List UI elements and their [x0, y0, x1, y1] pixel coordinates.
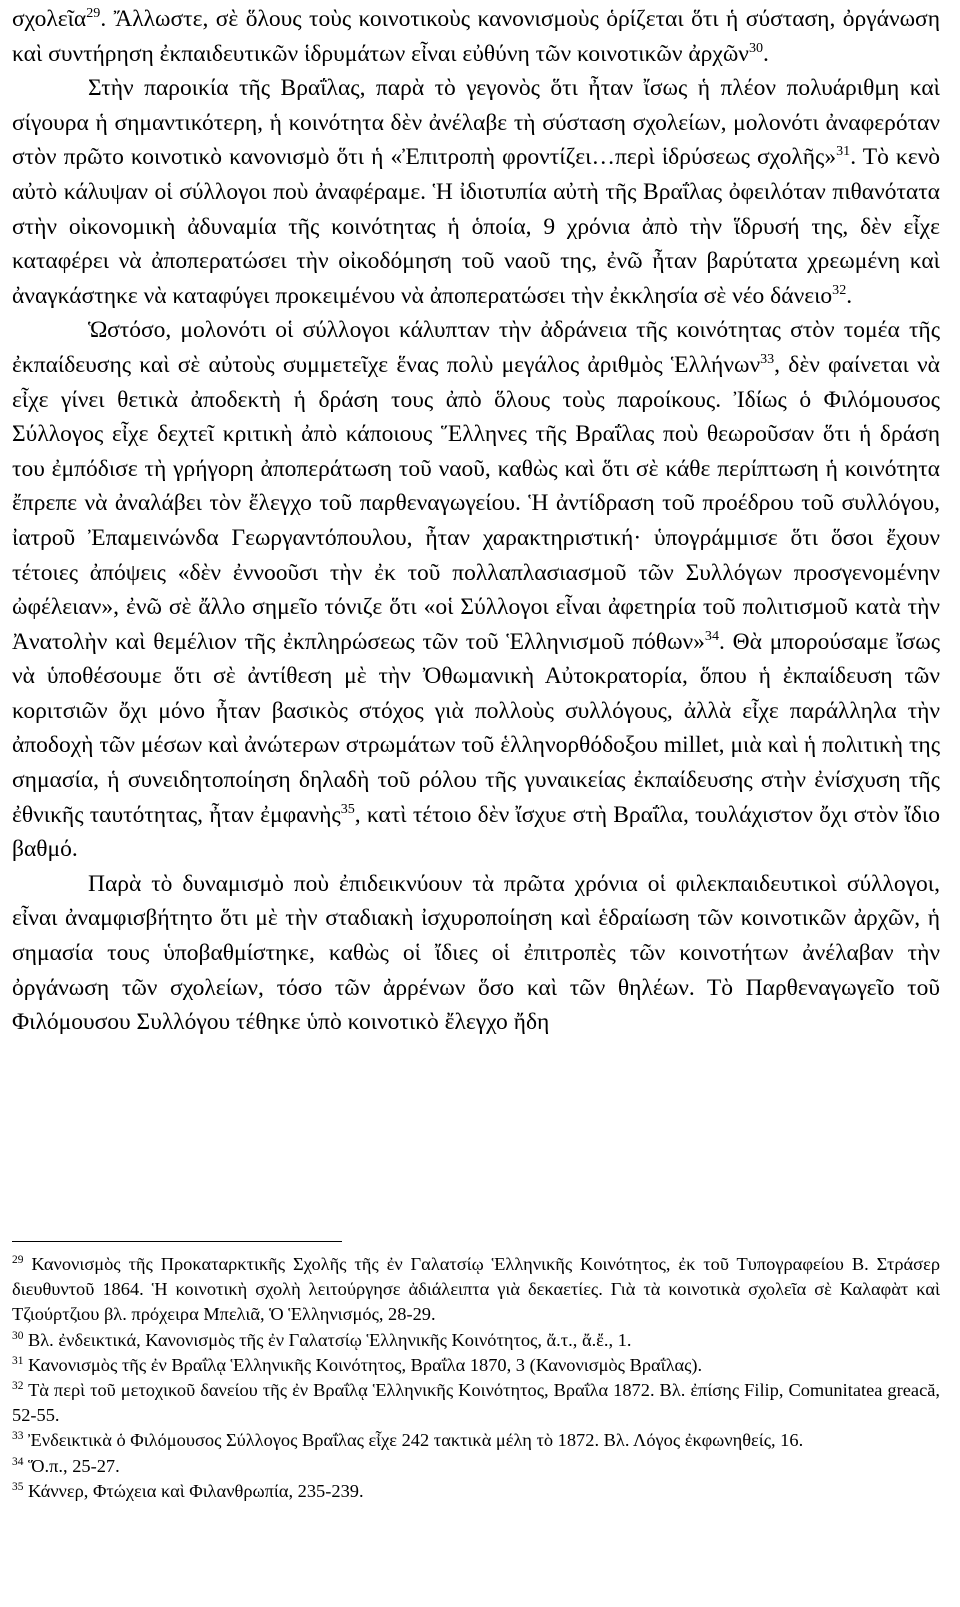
footnote-text: Τὰ περὶ τοῦ μετοχικοῦ δανείου τῆς ἐν Βραΐλᾳ Ἑλληνικῆς Κοινότητος, Βραΐλα 1872. Βλ. ἐπίσης Filip, Comunitatea greacă, 52-55. [12, 1380, 940, 1426]
footnote-text: Ὅ.π., 25-27. [28, 1455, 120, 1476]
text-run: , δὲν φαίνεται νὰ εἶχε γίνει θετικὰ ἀποδεκτὴ ἡ δράση τους ἀπὸ ὅλους τοὺς παροίκους. Ἰδίως ὁ Φιλόμουσος Σύλλογος εἶχε δεχτεῖ κριτικὴ ἀπὸ κάποιους Ἕλληνες τῆς Βραΐλας ποὺ θεωροῦσαν ὅτι ἡ δράση του ἐμπόδισε τὴ γρήγορη ἀποπεράτωση τοῦ ναοῦ, καθὼς καὶ ὅτι σὲ κάθε περίπτωση ἡ κοινότητα ἔπρεπε νὰ ἀναλάβει τὸν ἔλεγχο τοῦ παρθεναγωγείου. Ἡ ἀντίδραση τοῦ προέδρου τοῦ συλλόγου, ἰατροῦ Ἐπαμεινώνδα Γεωργαντόπουλου, ἦταν χαρακτηριστική· ὑπογράμμισε ὅτι ὅσοι ἔχουν τέτοιες ἀπόψεις «δὲν ἐννοοῦσι τὴν ἐκ τοῦ πολλαπλασιασμοῦ τῶν Συλλόγων προσγενομένην ὠφέλειαν», ἐνῶ σὲ ἄλλο σημεῖο τόνιζε ὅτι «οἱ Σύλλογοι εἶναι ἀφετηρία τοῦ πολιτισμοῦ κατὰ τὴν Ἀνατολὴν καὶ θεμέλιον τῆς ἐκπληρώσεως τῶν τοῦ Ἑλληνισμοῦ πόθων» [12, 351, 940, 655]
footnote-ref-31[interactable]: 31 [836, 143, 851, 160]
text-run: . Τὸ κενὸ αὐτὸ κάλυψαν οἱ σύλλογοι ποὺ ἀναφέραμε. Ἡ ἰδιοτυπία αὐτὴ τῆς Βραΐλας ὀφειλόταν πιθανότατα στὴν οἰκονομικὴ ἀδυναμία τῆς κοινότητας ἡ ὁποία, 9 χρόνια ἀπὸ τὴν ἵδρυσή της, δὲν εἶχε καταφέρει νὰ ἀποπερατώσει τὴν οἰκοδόμηση τοῦ ναοῦ της, ἐνῶ ἦταν βαρύτατα χρεωμένη καὶ ἀναγκάστηκε νὰ καταφύγει προκειμένου νὰ ἀποπερατώσει τὴν ἐκκλησία σὲ νέο δάνειο [12, 144, 940, 309]
text-run: Στὴν παροικία τῆς Βραΐλας, παρὰ τὸ γεγονὸς ὅτι ἦταν ἴσως ἡ πλέον πολυάριθμη καὶ σίγουρα ἡ σημαντικότερη, ἡ κοινότητα δὲν ἀνέλαβε τὴ σύσταση σχολείων, μολονότι ἀναφερόταν στὸν πρῶτο κοινοτικὸ κανονισμὸ ὅτι ἡ «Ἐπιτροπὴ φροντίζει…περὶ ἱδρύσεως σχολῆς» [12, 75, 940, 171]
footnote-text: Κανονισμὸς τῆς ἐν Βραΐλᾳ Ἑλληνικῆς Κοινότητος, Βραΐλα 1870, 3 (Κανονισμὸς Βραΐλας). [28, 1354, 703, 1375]
main-text [12, 0, 940, 1040]
footnote-31 [12, 1353, 940, 1378]
footnote-text: Κανονισμὸς τῆς Προκαταρκτικῆς Σχολῆς τῆς ἐν Γαλατσίῳ Ἑλληνικῆς Κοινότητος, ἐκ τοῦ Τυπογραφείου Β. Στράσερ διευθυντοῦ 1864. Ἡ κοινοτικὴ σχολὴ λειτούργησε ἀδιάλειπτα γιὰ δεκαετίες. Γιὰ τὰ κοινοτικὰ σχολεῖα σὲ Καλαφὰτ καὶ Τζιούρτζιου βλ. πρόχειρα Μπελιᾶ, Ὁ Ἑλληνισμός, 28-29. [12, 1254, 940, 1325]
paragraph-2 [12, 71, 940, 313]
footnote-30 [12, 1328, 940, 1353]
footnote-33 [12, 1428, 940, 1453]
footnote-text: Βλ. ἐνδεικτικά, Κανονισμὸς τῆς ἐν Γαλατσίῳ Ἑλληνικῆς Κοινότητος, ἄ.τ., ἄ.ἔ., 1. [28, 1329, 632, 1350]
footnote-ref-33[interactable]: 33 [760, 351, 775, 368]
text-run: . Θὰ μπορούσαμε ἴσως νὰ ὑποθέσουμε ὅτι σὲ ἀντίθεση μὲ τὴν Ὀθωμανικὴ Αὐτοκρατορία, ὅπου ἡ ἐκπαίδευση τῶν κοριτσιῶν ὄχι μόνο ἦταν βασικὸς στόχος γιὰ πολλοὺς συλλόγους, ἀλλὰ εἶχε παράλληλα τὴν ἀποδοχὴ τῶν μέσων καὶ ἀνώτερων στρωμάτων τοῦ ἑλληνορθόδοξου millet, μιὰ καὶ ἡ πολιτικὴ της σημασία, ἡ συνειδητοποίηση δηλαδὴ τοῦ ρόλου τῆς γυναικείας ἐκπαίδευσης στὴν ἐνίσχυση τῆς ἐθνικῆς ταυτότητας, ἦταν ἐμφανὴς [12, 628, 941, 828]
footnote-32 [12, 1378, 940, 1428]
text-run: σχολεῖα [12, 6, 87, 32]
footnote-text: Ἐνδεικτικὰ ὁ Φιλόμουσος Σύλλογος Βραΐλας εἶχε 242 τακτικὰ μέλη τὸ 1872. Βλ. Λόγος ἐκφωνηθείς, 16. [28, 1430, 804, 1451]
footnote-ref-32[interactable]: 32 [832, 281, 847, 298]
footnote-29 [12, 1252, 940, 1328]
paragraph-4 [12, 867, 940, 1040]
footnote-ref-35[interactable]: 35 [340, 800, 355, 817]
footnote-number: 34 [12, 1455, 24, 1468]
paragraph-1 [12, 2, 940, 71]
footnote-number: 32 [12, 1379, 24, 1392]
footnote-34 [12, 1454, 940, 1479]
text-run: Ὡστόσο, μολονότι οἱ σύλλογοι κάλυπταν τὴν ἀδράνεια τῆς κοινότητας στὸν τομέα τῆς ἐκπαίδευσης καὶ σὲ αὐτοὺς συμμετεῖχε ἕνας πολὺ μεγάλος ἀριθμὸς Ἑλλήνων [12, 317, 940, 378]
footnote-number: 30 [12, 1329, 24, 1342]
text-run: . [846, 282, 853, 309]
footnote-ref-29[interactable]: 29 [86, 5, 101, 22]
footnote-number: 33 [12, 1430, 24, 1443]
footnotes [12, 1252, 940, 1504]
footnote-text: Κάννερ, Φτώχεια καὶ Φιλανθρωπία, 235-239. [28, 1480, 364, 1501]
footnote-number: 31 [12, 1354, 24, 1367]
footnote-number: 35 [12, 1480, 24, 1493]
footnote-separator [12, 1241, 342, 1242]
paragraph-3 [12, 313, 940, 867]
text-run: . [763, 40, 769, 67]
footnote-35 [12, 1479, 940, 1504]
text-run: . Ἄλλωστε, σὲ ὅλους τοὺς κοινοτικοὺς κανονισμοὺς ὁρίζεται ὅτι ἡ σύσταση, ὀργάνωση καὶ συντήρηση ἐκπαιδευτικῶν ἱδρυμάτων εἶναι εὐθύνη τῶν κοινοτικῶν ἀρχῶν [12, 6, 940, 67]
footnote-number: 29 [12, 1253, 24, 1266]
text-run: , κατὶ τέτοιο δὲν ἴσχυε στὴ Βραΐλα, τουλάχιστον ὄχι στὸν ἴδιο βαθμό. [12, 801, 940, 863]
text-run: Παρὰ τὸ δυναμισμὸ ποὺ ἐπιδεικνύουν τὰ πρῶτα χρόνια οἱ φιλεκπαιδευτικοὶ σύλλογοι, εἶναι ἀναμφισβήτητο ὅτι μὲ τὴν σταδιακὴ ἰσχυροποίηση καὶ ἑδραίωση τῶν κοινοτικῶν ἀρχῶν, ἡ σημασία τους ὑποβαθμίστηκε, καθὼς οἱ ἴδιες οἱ ἐπιτροπὲς τῶν κοινοτήτων ἀνέλαβαν τὴν ὀργάνωση τῶν σχολείων, τόσο τῶν ἀρρένων ὅσο καὶ τῶν θηλέων. Τὸ Παρθεναγωγεῖο τοῦ Φιλόμουσου Συλλόγου τέθηκε ὑπὸ κοινοτικὸ ἔλεγχο ἤδη [12, 870, 940, 1036]
footnote-ref-30[interactable]: 30 [748, 39, 764, 56]
footnote-ref-34[interactable]: 34 [704, 627, 720, 644]
